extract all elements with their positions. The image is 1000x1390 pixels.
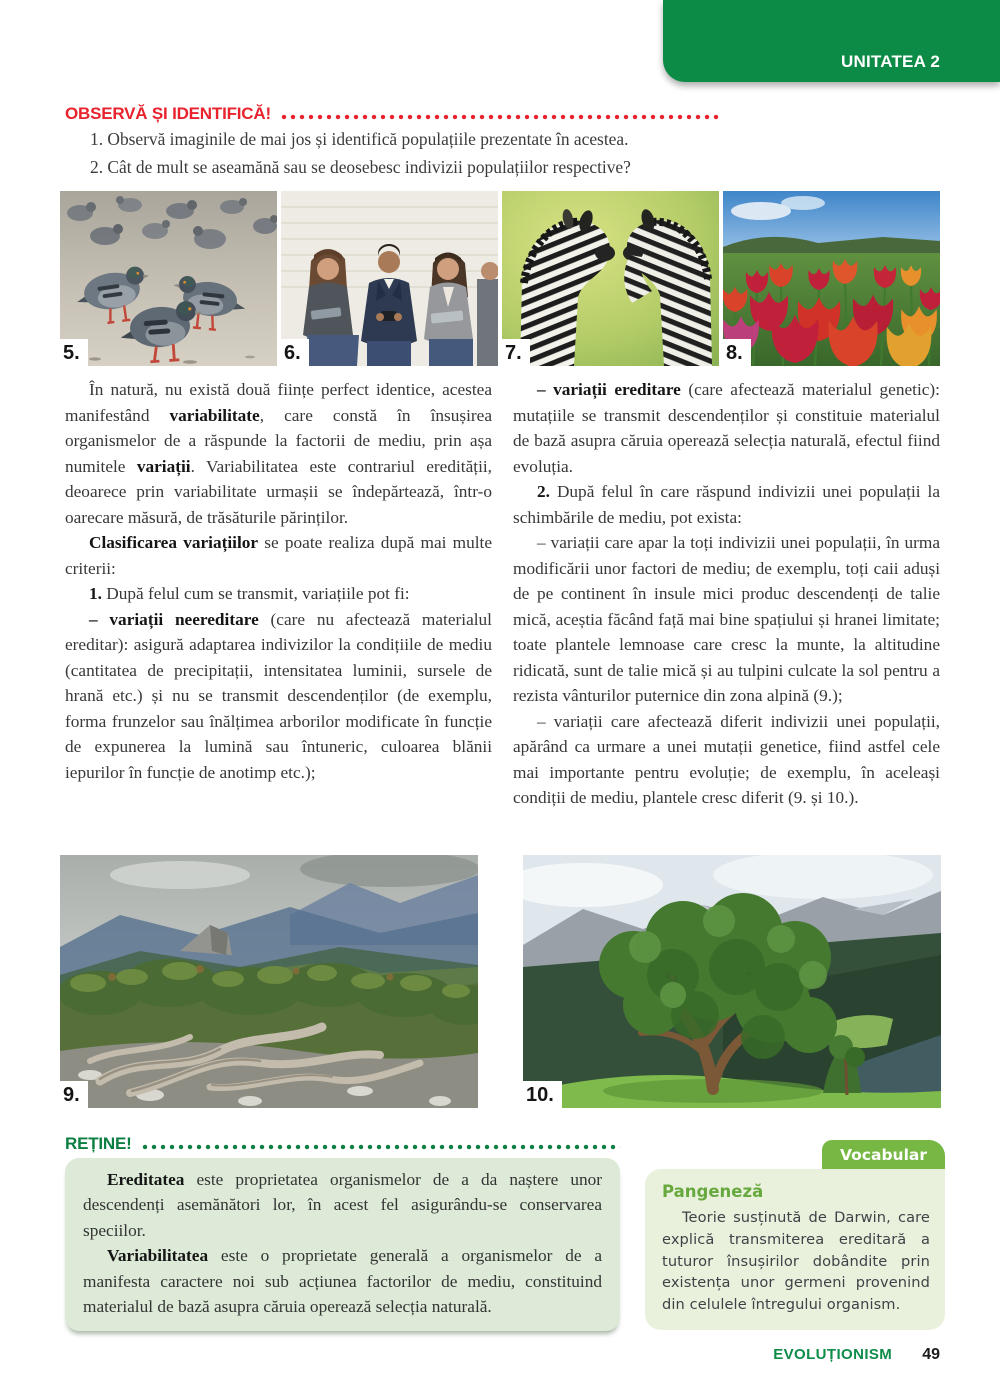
photo-people-group — [281, 191, 498, 366]
photo-row-bottom — [60, 855, 941, 1108]
photo-tulip-field — [723, 191, 940, 366]
observe-question-1: 1. Observă imaginile de mai jos și identifică populațiile prezentate în acestea. — [90, 129, 629, 149]
observe-heading-row — [65, 104, 720, 124]
paragraph: 2. După felul în care răspund indivizii unei populații la schimbările de mediu, pot exista: — [513, 482, 940, 527]
figure-label-8: 8. — [723, 339, 751, 366]
figure-label-9: 9. — [60, 1081, 88, 1108]
retine-paragraph-variabilitatea: Variabilitatea este o proprietate generală a organismelor de a manifesta caractere noi sub acțiunea factorilor de mediu, constituind materialul de bază asupra căruia operează selecția naturală. — [83, 1246, 602, 1317]
retine-heading-row — [65, 1134, 620, 1154]
paragraph: Clasificarea variațiilor se poate realiza după mai multe criterii: — [65, 533, 493, 578]
observe-section — [65, 104, 720, 180]
retine-paragraph-ereditatea: Ereditatea este proprietatea organismelor de a da naștere unor descendenți asemănători lor, în acest fel asigurându-se conservarea speciilor. — [83, 1170, 602, 1240]
photo-zebras — [502, 191, 719, 366]
retine-box — [65, 1158, 620, 1331]
figure-label-5: 5. — [60, 339, 88, 366]
zebras-illustration — [502, 191, 719, 366]
paragraph: – variații care afectează diferit indivizii unei populații, apărând ca urmare a unei mutații genetice, fiind astfel cele mai importante pentru evoluție; de exemplu, în aceleași condiții de mediu, plantele cresc diferit (9. și 10.). — [513, 711, 940, 807]
alpine-pines-illustration — [60, 855, 478, 1108]
photo-pigeon-flock — [60, 191, 277, 366]
pigeon-flock-illustration — [60, 191, 277, 366]
unit-tab — [663, 0, 1000, 82]
article — [65, 377, 940, 811]
retine-section — [65, 1134, 620, 1331]
footer-section-title: EVOLUȚIONISM — [773, 1346, 893, 1363]
people-group-illustration — [281, 191, 498, 366]
figure-label-6: 6. — [281, 339, 309, 366]
red-dotted-leader — [281, 114, 720, 120]
figure-label-7: 7. — [502, 339, 530, 366]
vocabulary-tab-label: Vocabular — [840, 1145, 927, 1164]
paragraph: 1. După felul cum se transmit, variațiile pot fi: — [89, 584, 410, 603]
article-left-column — [65, 377, 492, 811]
photo-alpine-dwarf-pines — [60, 855, 478, 1108]
unit-tab-label: UNITATEA 2 — [841, 52, 940, 71]
paragraph: – variații ereditare (care afectează materialul genetic): mutațiile se transmit descendenților și constituie materialul de bază asupra căruia operează selecția naturală, efectul fiind evoluția. — [513, 380, 940, 476]
mountain-tree-illustration — [523, 855, 941, 1108]
photo-mountain-tree — [523, 855, 941, 1108]
vocabulary-box — [645, 1169, 945, 1330]
observe-question-2: 2. Cât de mult se aseamănă sau se deosebesc indivizii populațiilor respective? — [90, 157, 631, 177]
figure-label-10: 10. — [523, 1081, 562, 1108]
retine-heading: REȚINE! — [65, 1134, 132, 1153]
vocabulary-term: Pangeneză — [662, 1182, 764, 1201]
paragraph: – variații care apar la toți indivizii unei populații, în urma modificării unor factori de mediu; de exemplu, toți caii aduși de pe continent în insule mici produc descendenți de talie mică, aceștia făcând față mai bine spațiului și hranei limitate; toate plantele lemnoase care cresc la munte, la altitudine ridicată, sunt de talie mică și au tulpini culcate la sol pentru a rezista vânturilor puternice din zona alpină (9.); — [513, 533, 940, 705]
paragraph: – variații neereditare (care nu afectează materialul ereditar): asigură adaptarea indivizilor la condițiile de mediu (cantitatea de precipitații, intensitatea luminii, sursele de hrană etc.) și nu se transmit descendenților (de exemplu, forma frunzelor sau înălțimea arborilor modificate în funcție de expunerea la lumină sau întuneric, culoarea blănii iepurilor în funcție de anotimp etc.); — [65, 609, 492, 782]
vocabulary-definition: Teorie susținută de Darwin, care explică transmiterea ereditară a tuturor însușirilor dobândite prin existența unor germeni provenind din celulele întregului organism. — [662, 1209, 930, 1314]
page-footer — [773, 1346, 940, 1364]
tulip-field-illustration — [723, 191, 940, 366]
vocabulary-tab — [822, 1140, 945, 1169]
article-right-column — [513, 377, 940, 811]
green-dotted-leader — [142, 1144, 620, 1150]
vocabulary-section — [645, 1140, 945, 1330]
footer-page-number: 49 — [922, 1346, 940, 1363]
observe-heading: OBSERVĂ ȘI IDENTIFICĂ! — [65, 104, 271, 123]
paragraph: În natură, nu există două ființe perfect identice, acestea manifestând variabilitate, care constă în însușirea organismelor de a răspunde la factorii de mediu, prin așa numitele variații. Variabilitatea este contrariul eredității, deoarece prin variabilitate urmașii se îndepărtează, într-o oarecare măsură, de trăsăturile părinților. — [65, 380, 492, 527]
photo-row-top — [60, 191, 940, 366]
